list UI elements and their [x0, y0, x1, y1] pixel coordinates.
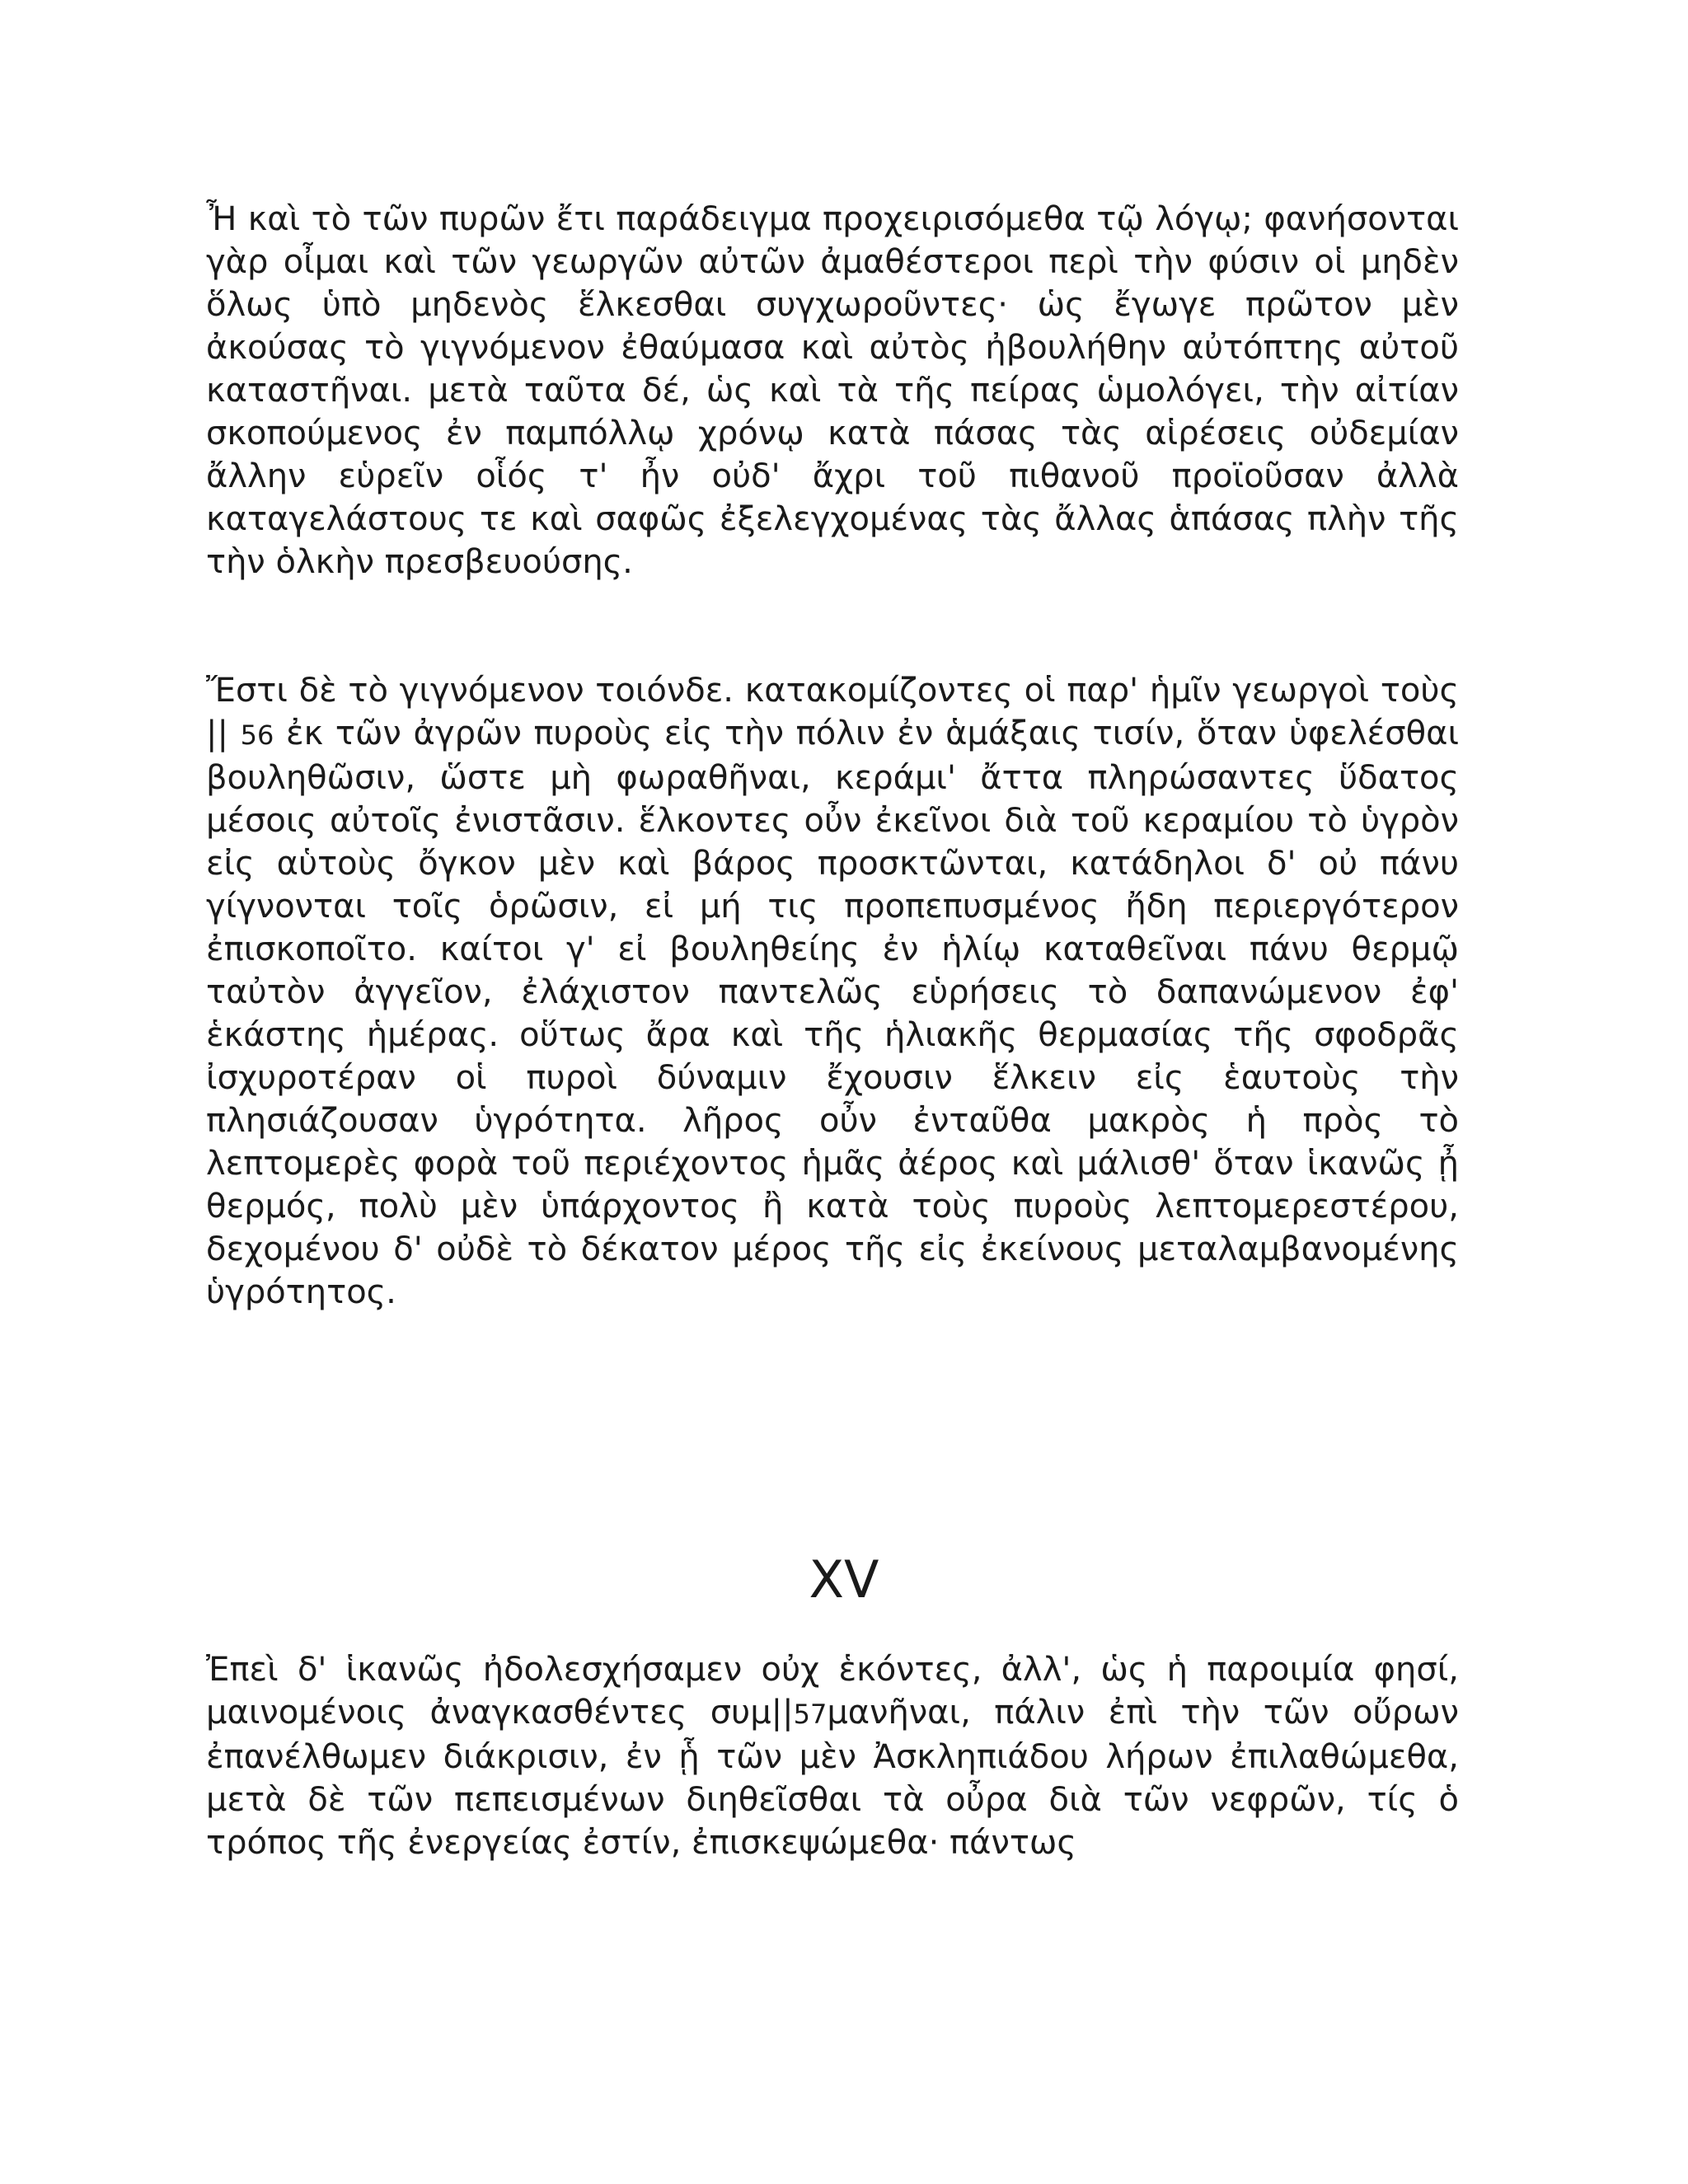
- body-paragraph: [206, 198, 1459, 583]
- body-paragraph: [206, 669, 1459, 1314]
- paragraph-text: ἐκ τῶν ἀγρῶν πυροὺς εἰς τὴν πόλιν ἐν ἁμάξαις τισίν, ὅταν ὑφελέσθαι βουληθῶσιν, ὥστε μὴ φωραθῆναι, κεράμι' ἄττα πληρώσαντες ὕδατος μέσοις αὐτοῖς ἐνιστᾶσιν. ἕλκοντες οὖν ἐκεῖνοι διὰ τοῦ κεραμίου τὸ ὑγρὸν εἰς αὑτοὺς ὄγκον μὲν καὶ βάρος προσκτῶνται, κατάδηλοι δ' οὐ πάνυ γίγνονται τοῖς ὁρῶσιν, εἰ μή τις προπεπυσμένος ἤδη περιεργότερον ἐπισκοποῖτο. καίτοι γ' εἰ βουληθείης ἐν ἡλίῳ καταθεῖναι πάνυ θερμῷ ταὐτὸν ἀγγεῖον, ἐλάχιστον παντελῶς εὑρήσεις τὸ δαπανώμενον ἐφ' ἑκάστης ἡμέρας. οὕτως ἄρα καὶ τῆς ἡλιακῆς θερμασίας τῆς σφοδρᾶς ἰσχυροτέραν οἱ πυροὶ δύναμιν ἔχουσιν ἕλκειν εἰς ἑαυτοὺς τὴν πλησιάζουσαν ὑγρότητα. λῆρος οὖν ἐνταῦθα μακρὸς ἡ πρὸς τὸ λεπτομερὲς φορὰ τοῦ περιέχοντος ἡμᾶς ἀέρος καὶ μάλισθ' ὅταν ἱκανῶς ᾖ θερμός, πολὺ μὲν ὑπάρχοντος ἢ κατὰ τοὺς πυροὺς λεπτομερεστέρου, δεχομένου δ' οὐδὲ τὸ δέκατον μέρος τῆς εἰς ἐκείνους μεταλαμβανομένης ὑγρότητος.: [206, 715, 1459, 1311]
- page-number-marker: 56: [240, 719, 274, 751]
- paragraph-text: Ἔστι δὲ τὸ γιγνόμενον τοιόνδε. κατακομίζοντες οἱ παρ' ἡμῖν γεωργοὶ τοὺς ||: [206, 672, 1459, 752]
- body-paragraph: [206, 1648, 1459, 1864]
- chapter-heading: XV: [809, 1549, 879, 1610]
- paragraph-text: Ἦ καὶ τὸ τῶν πυρῶν ἔτι παράδειγμα προχειρισόμεθα τῷ λόγῳ; φανήσονται γὰρ οἶμαι καὶ τῶν γεωργῶν αὐτῶν ἀμαθέστεροι περὶ τὴν φύσιν οἱ μηδὲν ὅλως ὑπὸ μηδενὸς ἕλκεσθαι συγχωροῦντες· ὡς ἔγωγε πρῶτον μὲν ἀκούσας τὸ γιγνόμενον ἐθαύμασα καὶ αὐτὸς ἠβουλήθην αὐτόπτης αὐτοῦ καταστῆναι. μετὰ ταῦτα δέ, ὡς καὶ τὰ τῆς πείρας ὡμολόγει, τὴν αἰτίαν σκοπούμενος ἐν παμπόλλῳ χρόνῳ κατὰ πάσας τὰς αἱρέσεις οὐδεμίαν ἄλλην εὑρεῖν οἷός τ' ἦν οὐδ' ἄχρι τοῦ πιθανοῦ προϊοῦσαν ἀλλὰ καταγελάστους τε καὶ σαφῶς ἐξελεγχομένας τὰς ἄλλας ἁπάσας πλὴν τῆς τὴν ὁλκὴν πρεσβευούσης.: [206, 200, 1459, 581]
- paragraph-text: μανῆναι, πάλιν ἐπὶ τὴν τῶν οὔρων ἐπανέλθωμεν διάκρισιν, ἐν ᾗ τῶν μὲν Ἀσκληπιάδου λήρων ἐπιλαθώμεθα, μετὰ δὲ τῶν πεπεισμένων διηθεῖσθαι τὰ οὖρα διὰ τῶν νεφρῶν, τίς ὁ τρόπος τῆς ἐνεργείας ἐστίν, ἐπισκεψώμεθα· πάντως: [206, 1694, 1459, 1862]
- paragraph-text: Ἐπεὶ δ' ἱκανῶς ἠδολεσχήσαμεν οὐχ ἑκόντες, ἀλλ', ὡς ἡ παροιμία φησί, μαινομένοις ἀναγκασθέντες συμ||: [206, 1651, 1459, 1732]
- page-number-marker: 57: [793, 1699, 828, 1730]
